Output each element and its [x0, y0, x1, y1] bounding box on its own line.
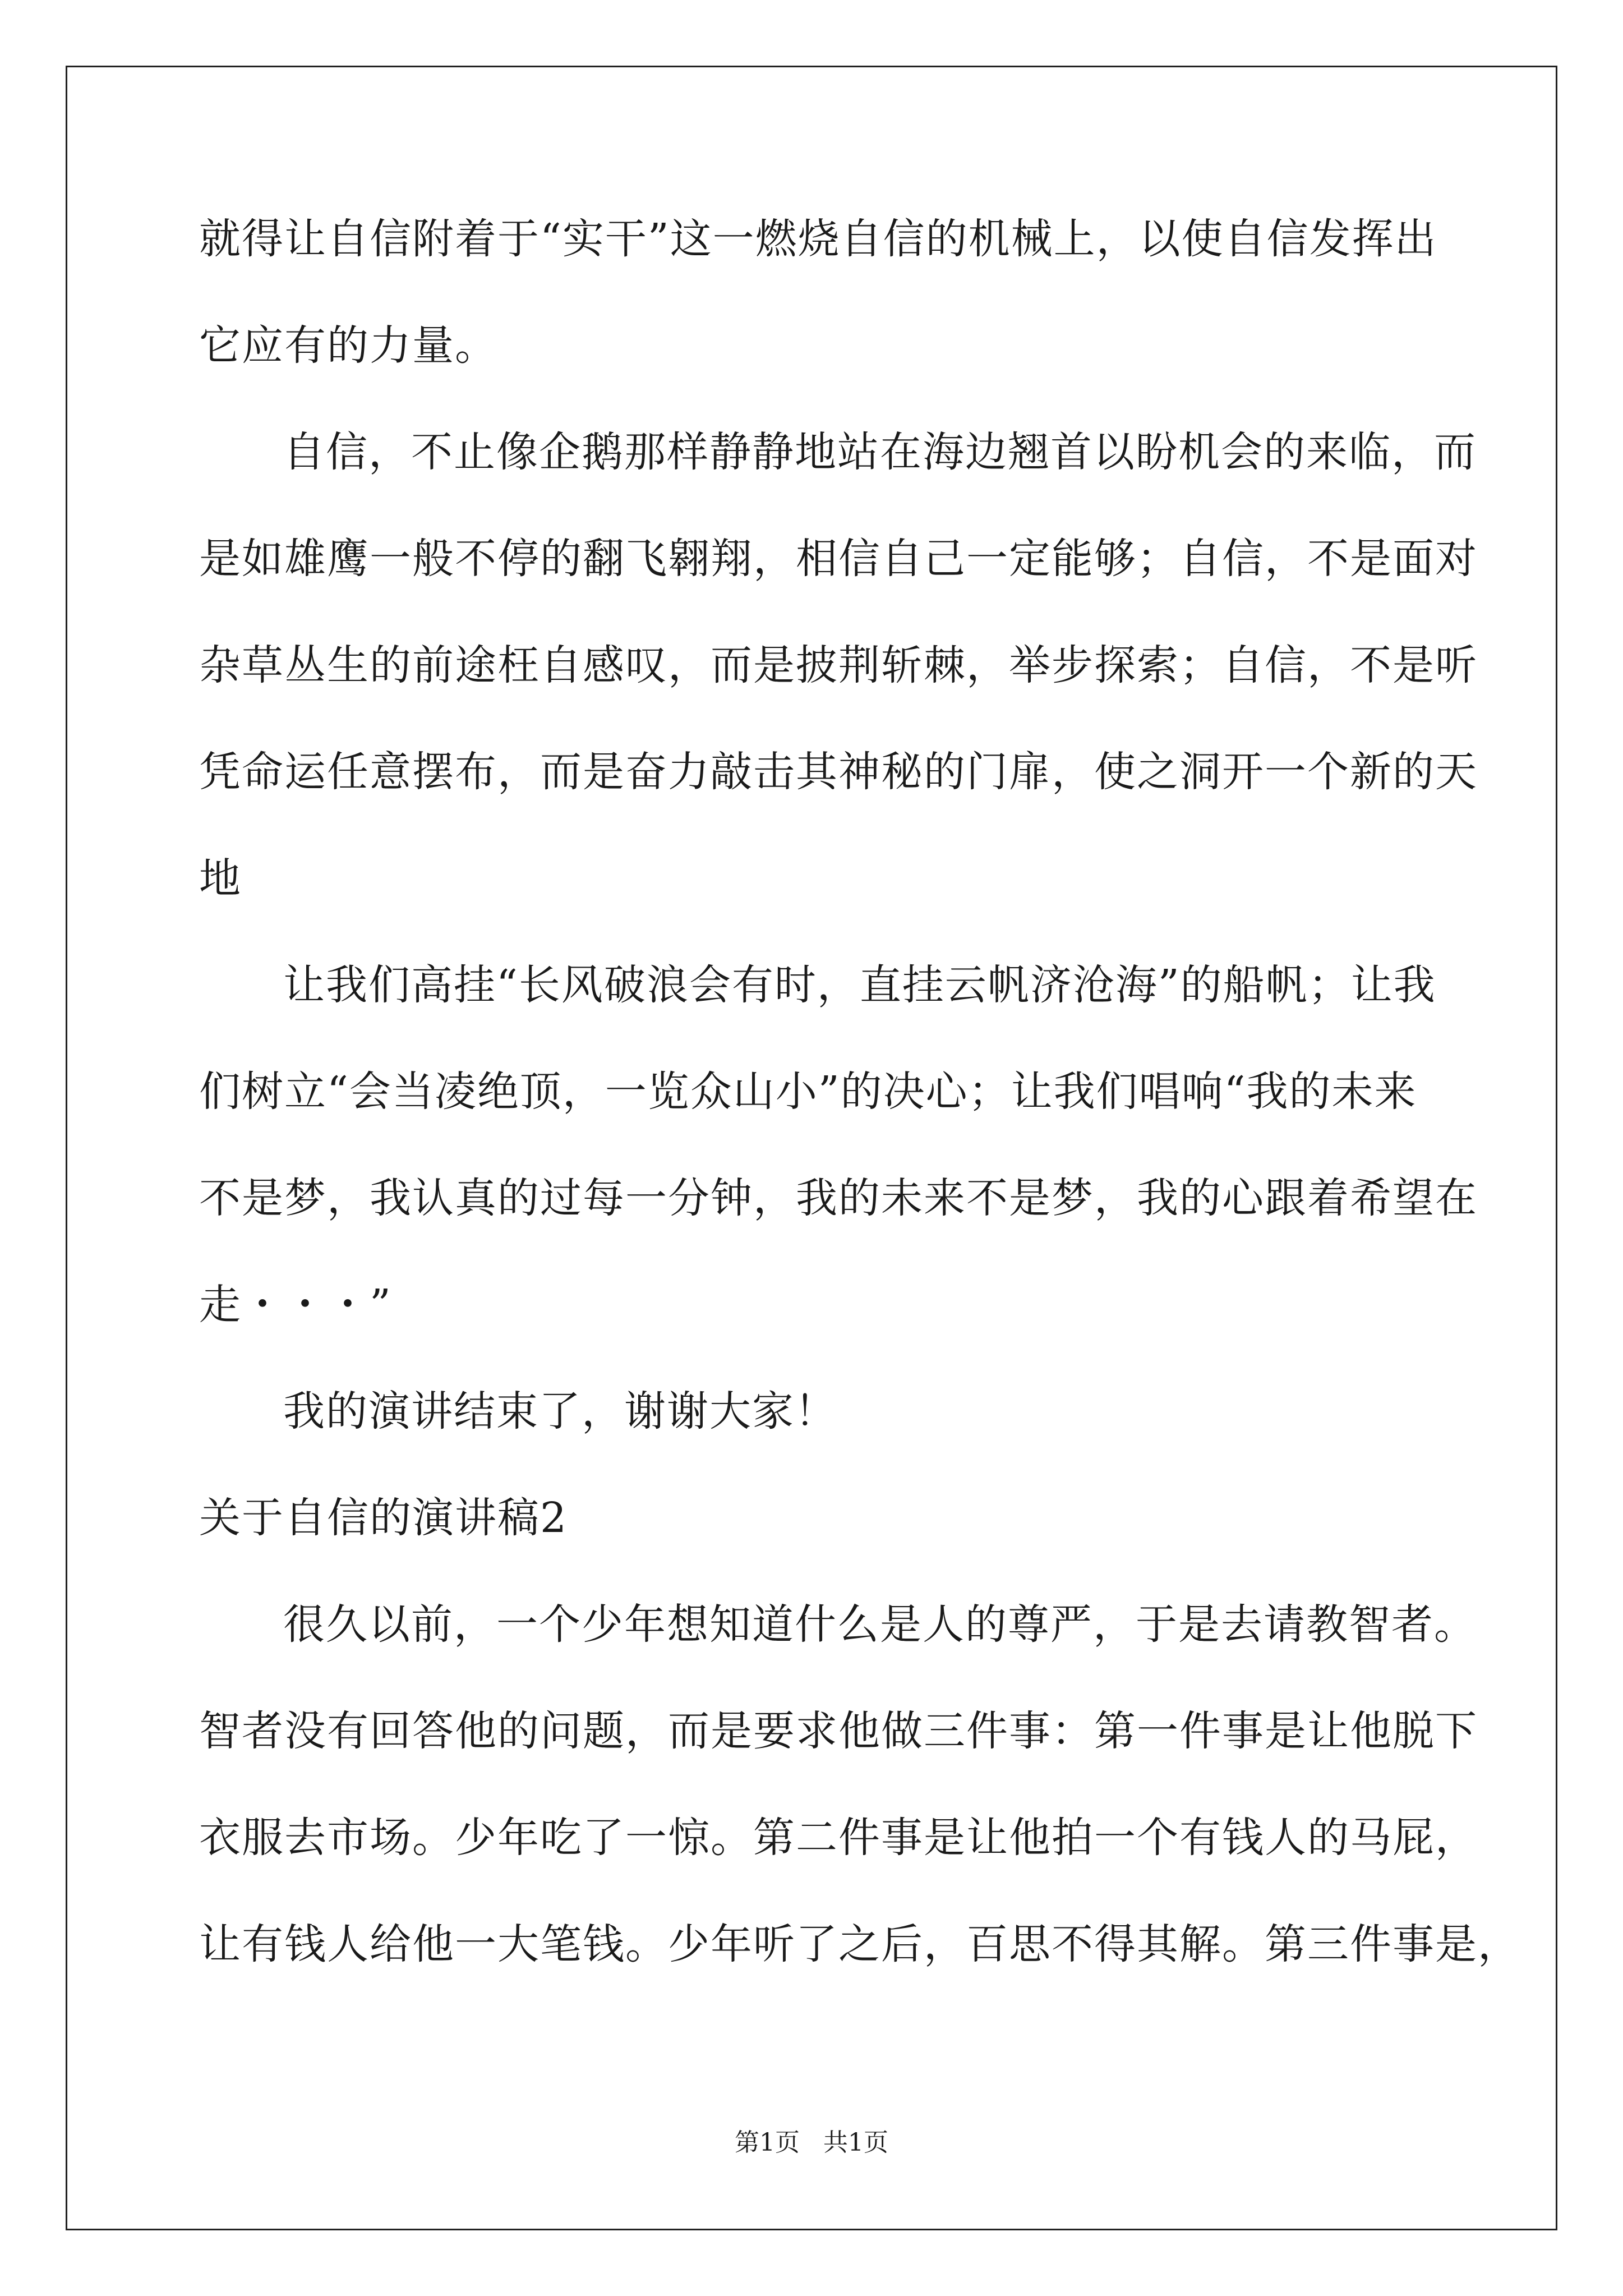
text-line: 是如雄鹰一般不停的翻飞翱翔，相信自己一定能够；自信，不是面对 — [199, 535, 1478, 583]
text-line: 很久以前，一个少年想知道什么是人的尊严，于是去请教智者。 — [283, 1600, 1477, 1649]
text-line: 自信，不止像企鹅那样静静地站在海边翘首以盼机会的来临，而 — [283, 428, 1477, 476]
text-line: 让有钱人给他一大笔钱。少年听了之后，百思不得其解。第三件事是， — [199, 1920, 1520, 1968]
text-line: 它应有的力量。 — [199, 321, 497, 370]
text-line: 智者没有回答他的问题，而是要求他做三件事：第一件事是让他脱下 — [199, 1707, 1478, 1755]
text-line: 走・・・” — [199, 1281, 392, 1329]
text-line: 就得让自信附着于“实干”这一燃烧自信的机械上，以使自信发挥出 — [199, 215, 1437, 263]
text-line: 我的演讲结束了，谢谢大家！ — [283, 1387, 837, 1435]
text-line: 让我们高挂“长风破浪会有时，直挂云帆济沧海”的船帆；让我 — [283, 961, 1436, 1009]
text-line: 地 — [199, 854, 242, 903]
text-line: 杂草丛生的前途枉自感叹，而是披荆斩棘，举步探索；自信，不是听 — [199, 641, 1478, 689]
text-line: 衣服去市场。少年吃了一惊。第二件事是让他拍一个有钱人的马屁， — [199, 1814, 1478, 1862]
text-line: 凭命运任意摆布，而是奋力敲击其神秘的门扉，使之洞开一个新的天 — [199, 748, 1478, 796]
page-border — [66, 66, 1557, 2230]
section-heading: 关于自信的演讲稿2 — [199, 1494, 568, 1542]
page-number-footer: 第1页 共1页 — [735, 2128, 888, 2157]
text-line: 们树立“会当凌绝顶，一览众山小”的决心；让我们唱响“我的未来 — [199, 1068, 1417, 1116]
text-line: 不是梦，我认真的过每一分钟，我的未来不是梦，我的心跟着希望在 — [199, 1174, 1478, 1222]
